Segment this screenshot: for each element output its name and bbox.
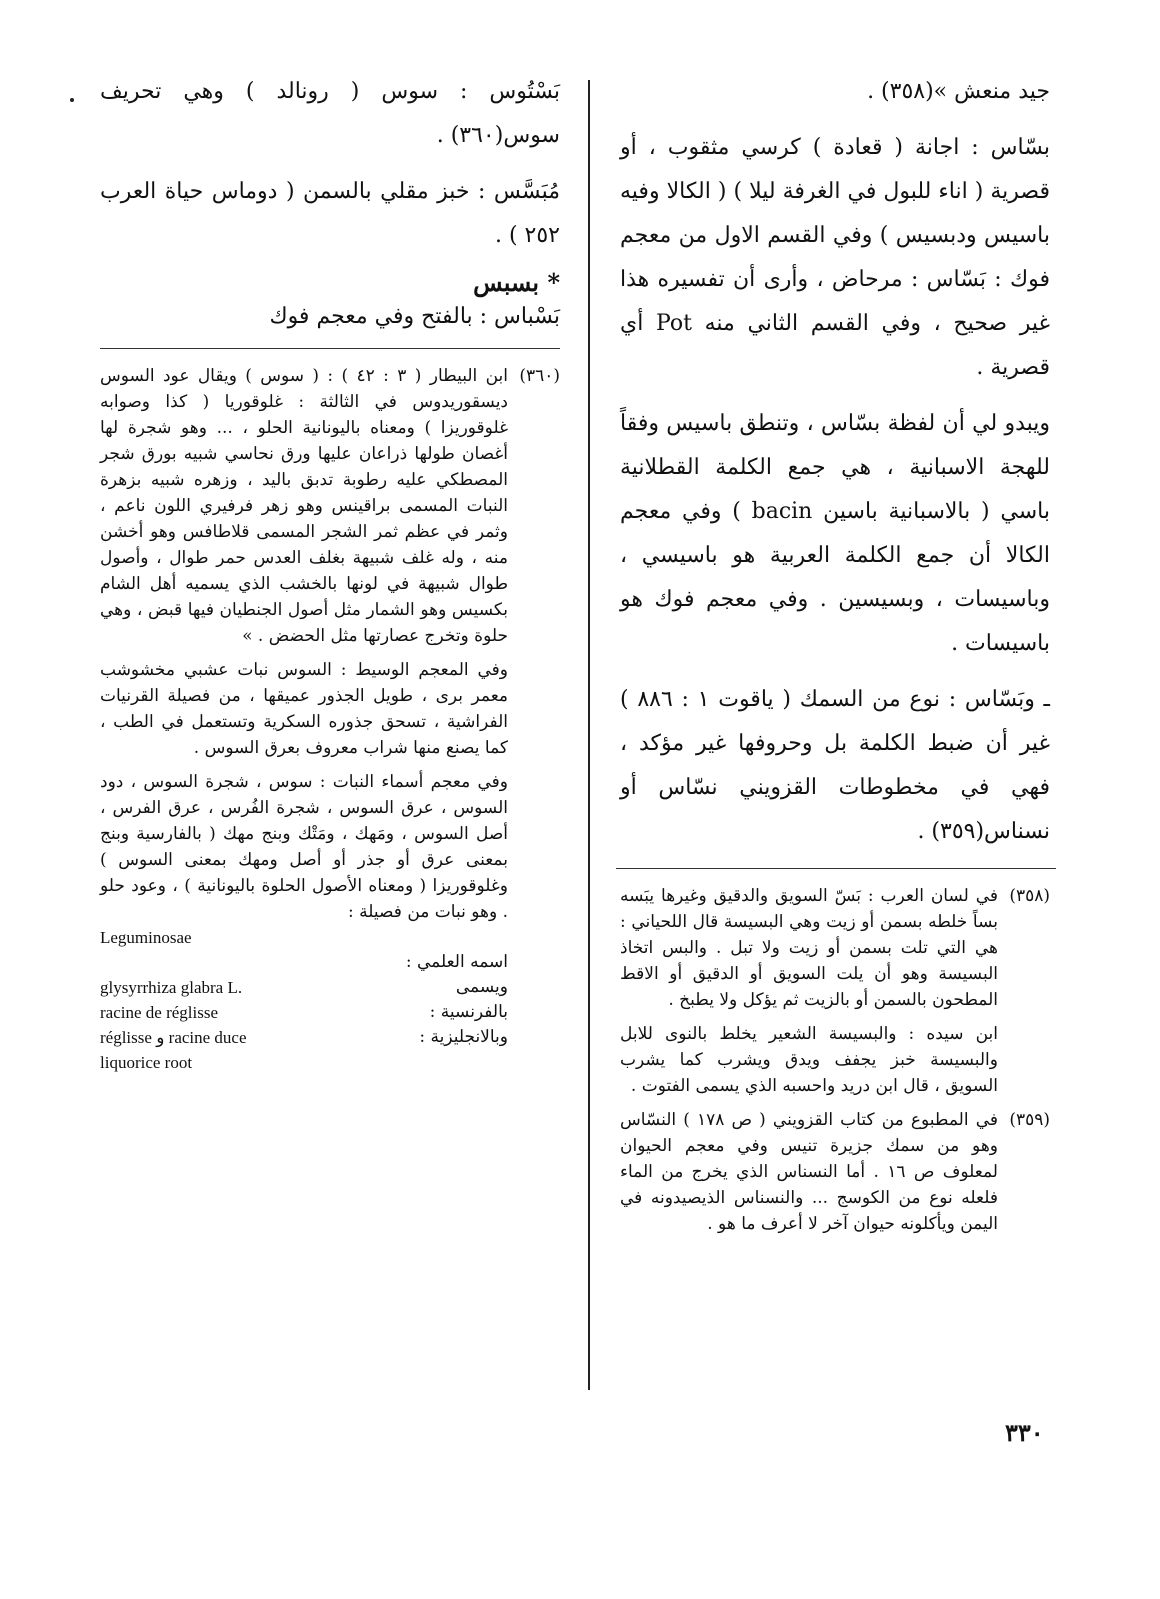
footnote-text: في لسان العرب : بَسّ السويق والدقيق وغيرها يبَسه بساً خلطه بسمن أو زيت وهي البسيسة قال اللحياني : هي التي تلت بسمن أو زيت ولا تبل . والبس اتخاذ البسيسة وهو أن يلت السويق أو الدقيق أو الاقط المطحون بالسمن أو بالزيت ثم يؤكل ولا يطبخ . [620,886,998,1010]
footnote [620,1021,1050,1099]
paragraph: جيد منعش »(٣٥٨) . [867,79,1050,104]
footnote-text: في المطبوع من كتاب القزويني ( ص ١٧٨ ) النسّاس وهو من سمك جزيرة تنيس وفي معجم الحيوان لمعلوف ص ١٦ . أما النسناس الذي يخرج من الماء فلعله نوع من الكوسج ... والنسناس الذيصيدونه في اليمن ويأكلونه حيوان آخر لا أعرف ما هو . [620,1110,998,1234]
footnote-rule [100,348,560,349]
latin-line [100,975,508,1000]
margin-dot [70,98,74,102]
latin-term: réglisse و racine duce [100,1028,247,1047]
footnote-rule [616,868,1056,869]
latin-ar: بالفرنسية : [429,1002,508,1022]
latin-line [100,925,508,950]
footnote [100,657,560,761]
latin-line [100,1025,508,1050]
footnote-text: ابن سيده : والبسيسة الشعير يخلط بالنوى للابل والبسيسة خبز يجفف ويدق ويشرب كما يشرب السويق ، قال ابن دريد واحسبه الذي يسمى الفتوت . [620,1024,998,1096]
right-column [620,70,1050,1237]
footnote [100,769,560,925]
latin-line [100,1000,508,1025]
paragraph: بَسْتُوس : سوس ( رونالد ) وهي تحريف سوس(٣٦٠) . [100,79,560,148]
scientific-names [100,925,560,1075]
footnote-text: ابن البيطار ( ٣ : ٤٢ ) : ( سوس ) ويقال عود السوس ديسقوريدوس في الثالثة : غلوقوريا ( كذا وصوابه غلوقوريزا ) ومعناه باليونانية الحلو ، ... وهو شجرة لها أغصان طولها ذراعان عليها ورق نحاسي شبيه بورق شجر المصطكي عليه رطوبة تدبق باليد ، وزهره شبيه بزهرة النبات المسمى براقينس وهو زهر فرفيري اللون ناعم ، وثمر في عظم ثمر الشجر المسمى قلاطافس وهو أخشن منه ، وله غلف شبيهة بغلف العدس حمر طوال ، وأصول طوال شبيهة في لونها بالخشب الذي يسميه أهل الشام بكسيس وهو الشمار مثل أصول الجنطيان فيها قبض ، وهي حلوة وتخرج عصارتها مثل الحضض . » [100,366,508,646]
latin-term: glysyrrhiza glabra L. [100,978,243,997]
latin-line [100,950,508,975]
latin-ar: ويسمى [455,977,508,997]
latin-term: liquorice root [100,1053,193,1072]
paragraph: بسّاس : اجانة ( قعادة ) كرسي مثقوب ، أو قصرية ( اناء للبول في الغرفة ليلا ) ( الكالا وفيه باسيس ودبسيس ) وفي القسم الاول من معجم فوك : بَسّاس : مرحاض ، وأرى أن تفسيره هذا غير صحيح ، وفي القسم الثاني منه Pot أي قصرية . [620,135,1050,380]
footnote-number: (٣٦٠) [519,366,560,386]
paragraph: ويبدو لي أن لفظة بسّاس ، وتنطق باسيس وفقاً للهجة الاسبانية ، هي جمع الكلمة القطلانية باسي ( بالاسبانية باسين bacin ) وفي معجم الكالا أن جمع الكلمة العربية هو باسيسي ، وباسيسات ، وبسيسين . وفي معجم فوك هو باسيسات . [620,411,1050,656]
footnote-number: (٣٥٩) [1009,1110,1050,1130]
footnote-text: وفي معجم أسماء النبات : سوس ، شجرة السوس ، دود السوس ، عرق السوس ، شجرة الفُرس ، عرق الفرس ، أصل السوس ، ومَهك ، ومَتْك وبنج مهك ( بالفارسية وبنج بمعنى عرق أو جذر أو أصل ومهك بمعنى السوس ) وغلوقوريزا ( ومعناه الأصول الحلوة باليونانية ) ، وعود حلو . وهو نبات من فصيلة : [100,772,508,922]
paragraph: مُبَسَّس : خبز مقلي بالسمن ( دوماس حياة العرب ٢٥٢ ) . [100,179,560,248]
latin-ar: وبالانجليزية : [419,1027,508,1047]
latin-line [100,1050,508,1075]
latin-ar: اسمه العلمي : [405,952,508,972]
latin-term: Leguminosae [100,928,192,947]
entry-subhead: بَسْباس : بالفتح وفي معجم فوك [269,304,560,329]
footnote [620,1107,1050,1237]
page-number: ٣٣٠ [1005,1418,1044,1447]
footnote-text: وفي المعجم الوسيط : السوس نبات عشبي مخشوشب معمر برى ، طويل الجذور عميقها ، من فصيلة القرنيات الفراشية ، تسحق جذوره السكرية وتستعمل في الطب ، كما يصنع منها شراب معروف بعرق السوس . [100,660,508,758]
entry-heading: * بسبس [473,268,560,297]
footnote-number: (٣٥٨) [1009,886,1050,906]
column-divider [588,80,590,1390]
footnote [620,883,1050,1013]
left-column [100,70,560,1075]
footnote [100,363,560,649]
paragraph: ـ وبَسّاس : نوع من السمك ( ياقوت ١ : ٨٨٦ ) غير أن ضبط الكلمة بل وحروفها غير مؤكد ، فهي في مخطوطات القزويني نسّاس أو نسناس(٣٥٩) . [620,687,1051,844]
latin-term: racine de réglisse [100,1003,218,1022]
